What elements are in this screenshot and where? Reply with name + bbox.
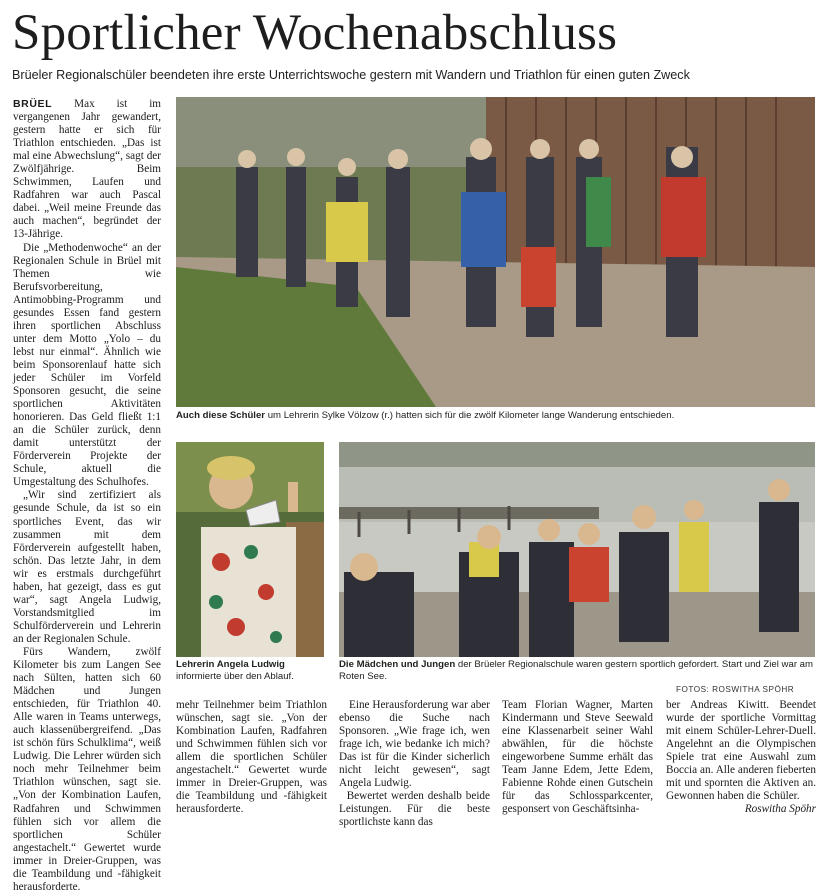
photo-teacher-megaphone: [176, 442, 324, 657]
photo-credit: FOTOS: ROSWITHA SPÖHR: [676, 685, 795, 694]
caption-top-text: um Lehrerin Sylke Völzow (r.) hatten sich für die zwölf Kilometer lange Wanderung entschieden.: [265, 410, 675, 421]
caption-right-lead: Die Mädchen und Jungen: [339, 659, 456, 670]
caption-right-text: der Brüeler Regionalschule waren gestern sportlich gefordert. Start und Ziel war am Roten See.: [339, 659, 814, 682]
author: Roswitha Spöhr: [744, 803, 816, 816]
paragraph-3: „Wir sind zertifiziert als gesunde Schule, da ist so ein sportliches Event, das wir zusammen mit dem Förderverein aufgestellt haben, schön. Das letzte Jahr, in dem wir es erstmals durchgeführt haben, hat gezeigt, dass es gut war“, sagt Angela Ludwig, Vorstandsmitglied im Schulförderverein und Lehrerin an der Regionalen Schule.: [13, 489, 161, 645]
headline: Sportlicher Wochenabschluss: [12, 5, 618, 61]
caption-left-text: informierte über den Ablauf.: [176, 671, 294, 682]
photo-hiking-students: [176, 97, 815, 407]
column-5-text: ber Andreas Kiwitt. Beendet wurde der sportliche Vormittag mit einem Schüler-Lehrer-Duell. Angelehnt an die Olympischen Spiele trat eine Auswahl zum Boccia an. Alle anderen fieberten mit und spornten die Aktiven an. Gewonnen haben die Schüler.: [666, 699, 816, 803]
paragraph-1-text: Max ist im vergangenen Jahr gewandert, gestern hatte er sich für Triathlon entschieden. „Das ist mal eine Abwechslung“, sagt der Zwölfjährige. Beim Schwimmen, Laufen und Radfahren war auch Pascal dabei. „Weil meine Freunde das auch machen“, begründet der 13-Jährige.: [13, 98, 162, 241]
photo-group-at-lake: [339, 442, 815, 657]
paragraph-4: Fürs Wandern, zwölf Kilometer bis zum Langen See nach Sülten, hatten sich 60 Mädchen und Jungen entschieden, für Triathlon 40. Alle waren in Teams unterwegs, auch klassenübergreifend. „Das ist schön fürs Schulklima“, weiß Ludwig. Die Lehrer würden sich noch mehr Teilnehmer beim Triathlon wünschen, sagt sie. „Von der Kombination Laufen, Radfahren und Schwimmen fühlen sich vor allem die sportlichen Schüler angestachelt.“ Gewertet wurde immer in Dreier-Gruppen, was die Teambildung und -fähigkeit herausforderte.: [13, 645, 161, 893]
caption-top: [176, 410, 816, 422]
paragraph-1: [13, 98, 161, 242]
article-column-3: [339, 699, 490, 849]
paragraph-2: Die „Methodenwoche“ an der Regionalen Schule in Brüel mit Themen wie Berufsvorbereitung, Antimobbing-Programm und gesundes Essen fand gestern ihren sportlichen Abschluss unter dem Motto „Yolo – du lebst nur einmal“. Ähnlich wie beim Sponsorenlauf hatte sich jeder Schüler im Vorfeld Sponsoren gesucht, die seine sportlichen Aktivitäten honorieren. Das Geld fließt 1:1 an die Schüler zurück, denn damit unterstützt der Förderverein Projekte der Schule, aktuell die Umgestaltung des Schulhofes.: [13, 241, 161, 489]
caption-right: [339, 659, 817, 683]
column-4-text: Team Florian Wagner, Marten Kindermann und Steve Seewald eine Klassenarbeit seiner Wahl abwählen, für die höchste eingeworbene Summe erhält das Team Janne Edem, Jette Edem, Fabienne Rohde einen Gutschein für das Schlossparkcenter, gesponsert von Geschäftsinha-: [502, 699, 653, 816]
subheadline: Brüeler Regionalschüler beendeten ihre erste Unterrichtswoche gestern mit Wandern und Triathlon für einen guten Zweck: [12, 68, 690, 82]
column-3-text: Bewertet werden deshalb beide Leistungen. Für die beste sportlichste kann das: [339, 790, 490, 829]
caption-top-lead: Auch diese Schüler: [176, 410, 266, 421]
article-column-2: [176, 699, 327, 849]
dateline: BRÜEL: [13, 98, 53, 110]
caption-left-lead: Lehrerin Angela Ludwig: [176, 659, 285, 670]
caption-left: [176, 659, 326, 683]
article-column-5: [666, 699, 816, 849]
column-2-text: mehr Teilnehmer beim Triathlon wünschen, sagt sie. „Von der Kombination Laufen, Radfahren und Schwimmen fühlen sich vor allem die sportlichen Schüler angestachelt.“ Gewertet wurde immer in Dreier-Gruppen, was die Teambildung und -fähigkeit herausforderte.: [176, 699, 327, 816]
paragraph-5: Eine Herausforderung war aber ebenso die Suche nach Sponsoren. „Wie frage ich, wen frage ich, wie bedanke ich mich? Das ist für die Kinder sicherlich nicht leicht gewesen“, sagt Angela Ludwig.: [339, 699, 490, 790]
article-column-1: [13, 98, 162, 893]
article-column-4: [502, 699, 653, 849]
